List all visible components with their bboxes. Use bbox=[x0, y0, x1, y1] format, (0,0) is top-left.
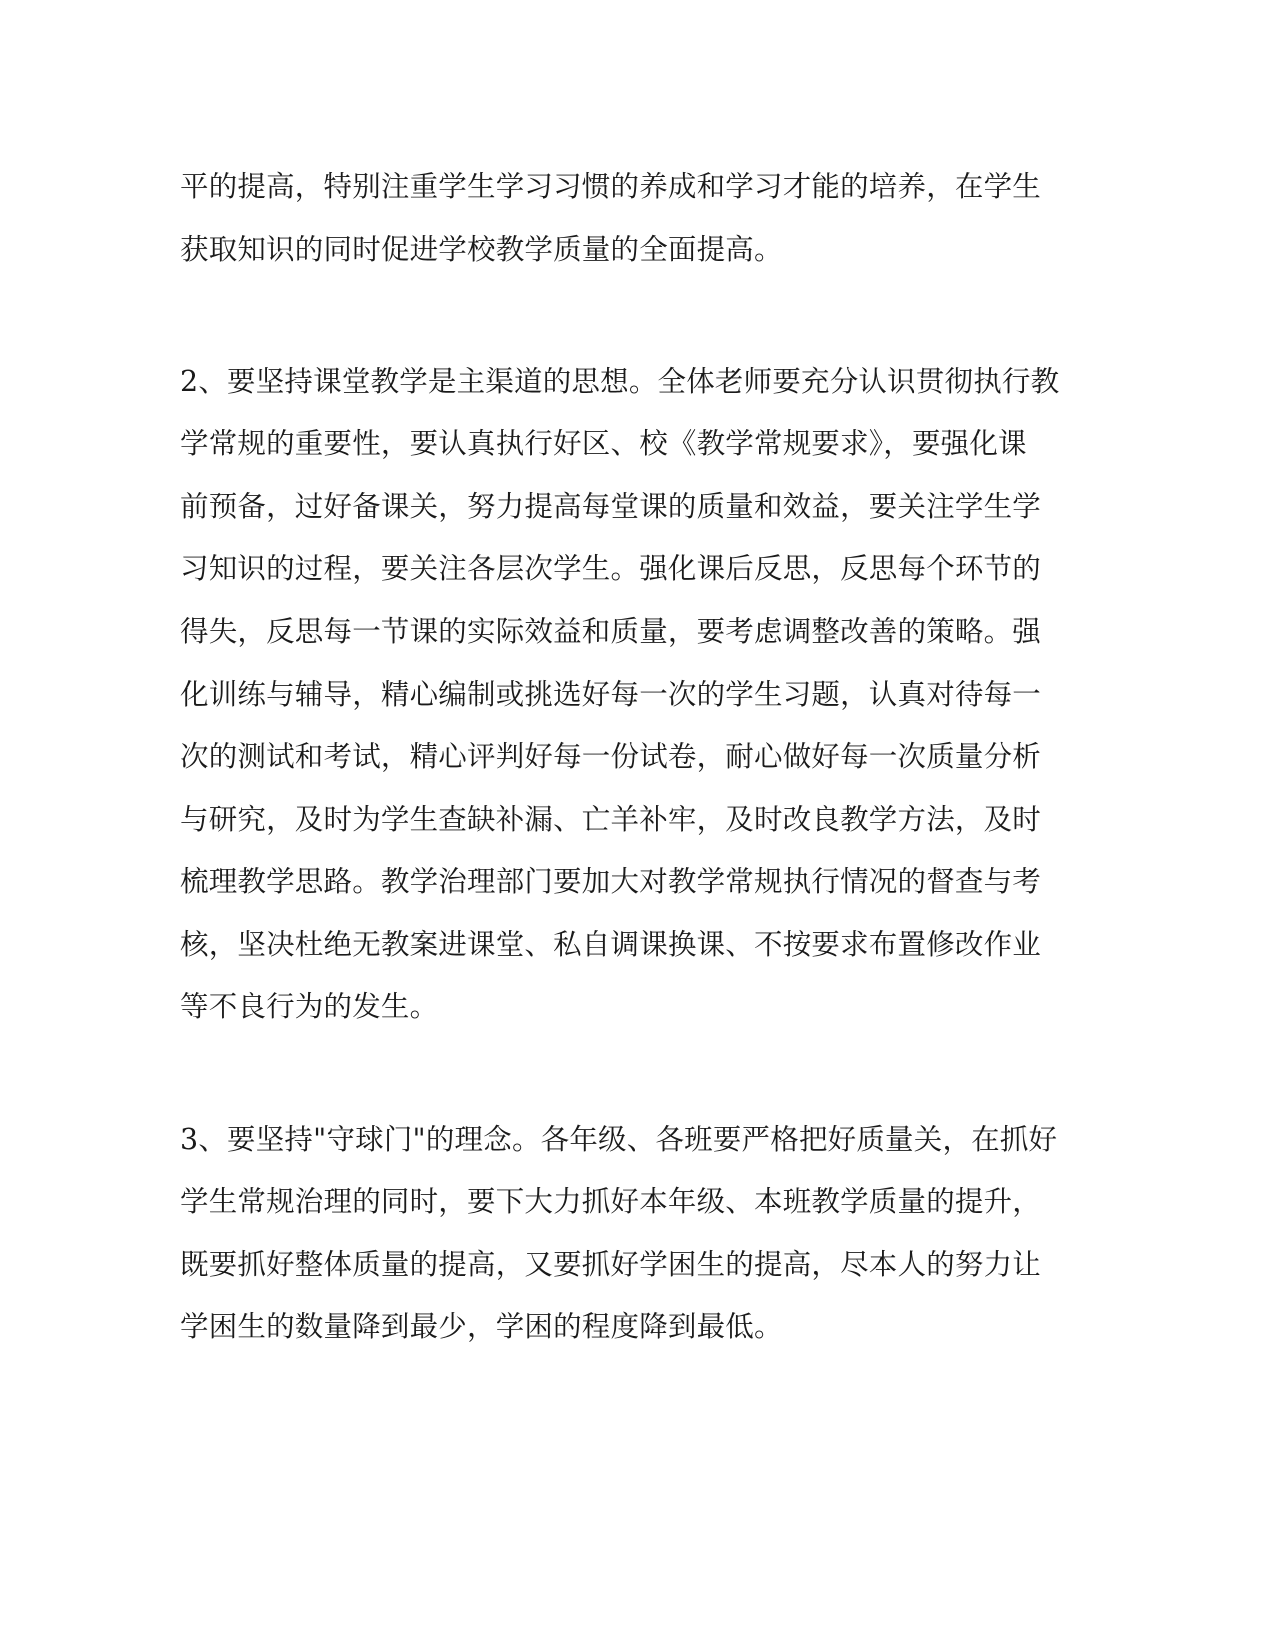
paragraph-line: 与研究，及时为学生查缺补漏、亡羊补牢，及时改良教学方法，及时 bbox=[180, 803, 1042, 836]
paragraph-line: 梳理教学思路。教学治理部门要加大对教学常规执行情况的督查与考 bbox=[180, 865, 1042, 898]
paragraph-line: 化训练与辅导，精心编制或挑选好每一次的学生习题，认真对待每一 bbox=[180, 678, 1042, 711]
paragraph-line: 2、要坚持课堂教学是主渠道的思想。全体老师要充分认识贯彻执行教 bbox=[180, 365, 1060, 398]
paragraph-line: 学常规的重要性，要认真执行好区、校《教学常规要求》，要强化课 bbox=[180, 427, 1027, 460]
paragraph-line: 次的测试和考试，精心评判好每一份试卷，耐心做好每一次质量分析 bbox=[180, 740, 1042, 773]
paragraph-line: 得失，反思每一节课的实际效益和质量，要考虑调整改善的策略。强 bbox=[180, 615, 1042, 648]
paragraph-line: 前预备，过好备课关，努力提高每堂课的质量和效益，要关注学生学 bbox=[180, 490, 1042, 523]
paragraph-line: 平的提高，特别注重学生学习习惯的养成和学习才能的培养，在学生 bbox=[180, 170, 1042, 203]
paragraph-line: 既要抓好整体质量的提高，又要抓好学困生的提高，尽本人的努力让 bbox=[180, 1248, 1042, 1281]
paragraph-line: 学生常规治理的同时，要下大力抓好本年级、本班教学质量的提升， bbox=[180, 1185, 1042, 1218]
paragraph-line: 等不良行为的发生。 bbox=[180, 990, 439, 1023]
paragraph-line: 核，坚决杜绝无教案进课堂、私自调课换课、不按要求布置修改作业 bbox=[180, 928, 1042, 961]
paragraph-line: 学困生的数量降到最少，学困的程度降到最低。 bbox=[180, 1310, 783, 1343]
paragraph-line: 习知识的过程，要关注各层次学生。强化课后反思，反思每个环节的 bbox=[180, 552, 1042, 585]
paragraph-line: 获取知识的同时促进学校教学质量的全面提高。 bbox=[180, 233, 783, 266]
paragraph-line: 3、要坚持"守球门"的理念。各年级、各班要严格把好质量关，在抓好 bbox=[180, 1123, 1058, 1156]
